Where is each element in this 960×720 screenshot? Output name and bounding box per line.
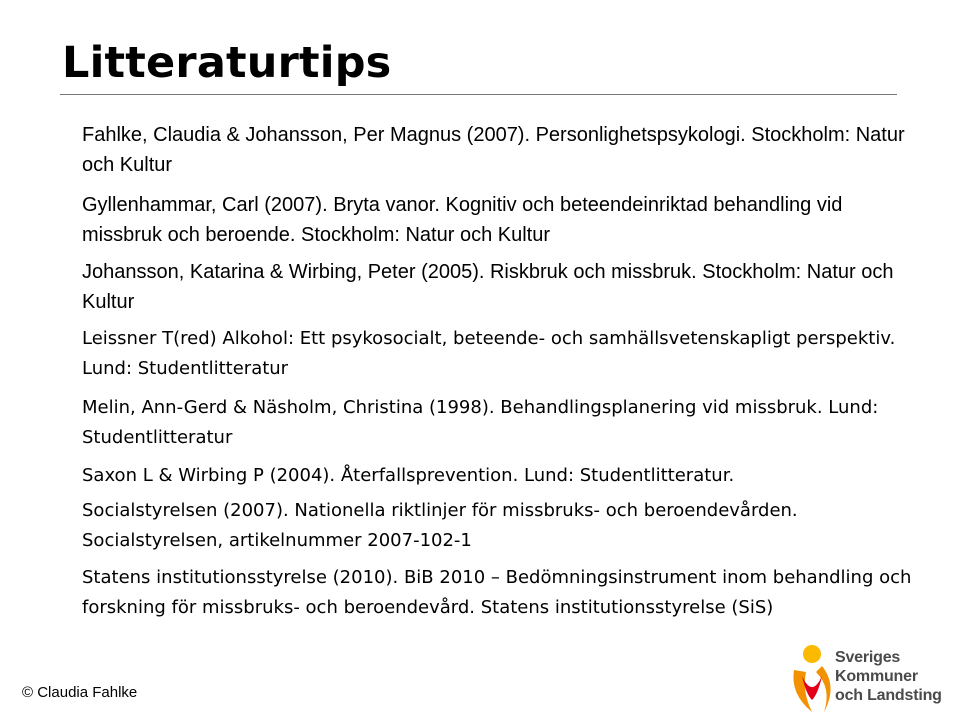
logo-text-line3: och Landsting	[835, 687, 942, 704]
reference-item: Fahlke, Claudia & Johansson, Per Magnus (2007). Personlighetspsykologi. Stockholm: Natur och Kultur	[82, 124, 905, 176]
page-title: Litteraturtips	[62, 38, 392, 88]
reference-item: Johansson, Katarina & Wirbing, Peter (2005). Riskbruk och missbruk. Stockholm: Natur och Kultur	[82, 261, 894, 313]
reference-item: Gyllenhammar, Carl (2007). Bryta vanor. Kognitiv och beteendeinriktad behandling vid missbruk och beroende. Stockholm: Natur och Kultur	[82, 194, 843, 246]
skl-logo-text	[835, 648, 942, 705]
logo-text-line1: Sveriges	[835, 649, 901, 666]
logo-head-icon	[803, 645, 821, 663]
title-divider	[60, 94, 897, 95]
reference-item: Melin, Ann-Gerd & Näsholm, Christina (1998). Behandlingsplanering vid missbruk. Lund: Studentlitteratur	[82, 397, 879, 448]
reference-item: Saxon L & Wirbing P (2004). Återfallsprevention. Lund: Studentlitteratur.	[82, 465, 735, 486]
reference-item: Socialstyrelsen (2007). Nationella riktlinjer för missbruks- och beroendevården. Socialstyrelsen, artikelnummer 2007-102-1	[82, 500, 798, 551]
reference-item: Leissner T(red) Alkohol: Ett psykosocialt, beteende- och samhällsvetenskapligt perspektiv. Lund: Studentlitteratur	[82, 328, 896, 379]
reference-item: Statens institutionsstyrelse (2010). BiB 2010 – Bedömningsinstrument inom behandling och forskning för missbruks- och beroendevård. Statens institutionsstyrelse (SiS)	[82, 567, 912, 618]
copyright-footer: © Claudia Fahlke	[22, 684, 138, 701]
reference-list	[82, 120, 927, 623]
logo-text-line2: Kommuner	[835, 668, 918, 685]
